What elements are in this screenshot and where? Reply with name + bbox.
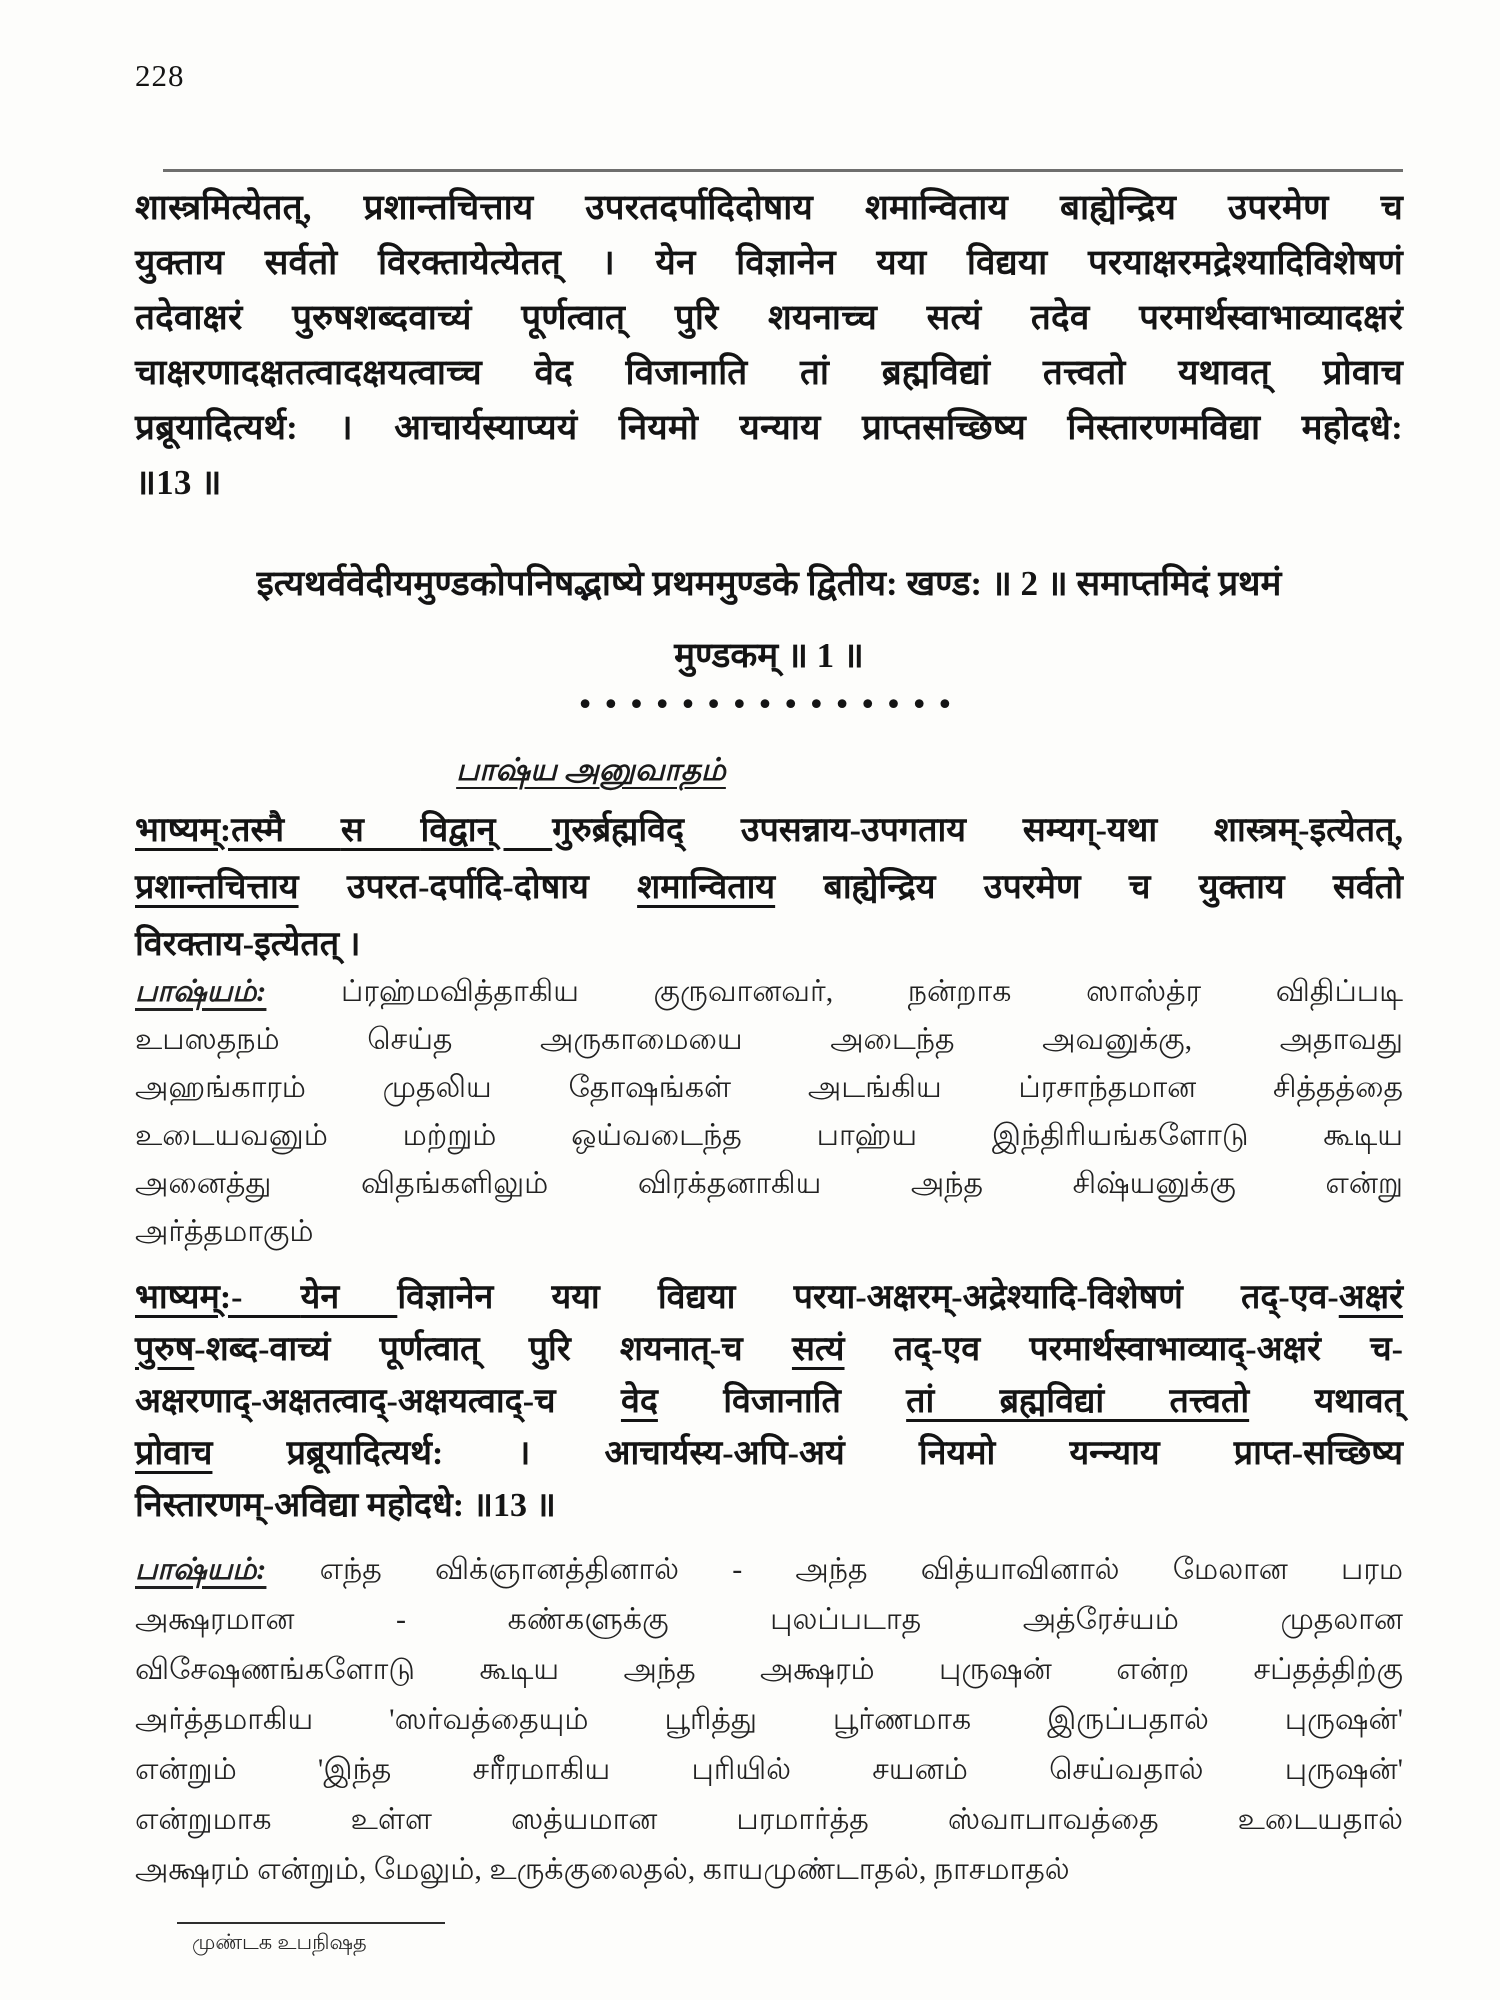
bhashyam-sanskrit-paragraph-1 [135, 802, 1403, 973]
tamil-section-heading-text: பாஷ்ய அனுவாதம் [456, 752, 726, 787]
text-line: निस्तारणम्-अविद्या महोदधे: ॥13 ॥ [135, 1487, 556, 1524]
text-line: அக்ஷரமான - கண்களுக்கு புலப்படாத அத்ரேச்யம் முதலான [135, 1603, 1403, 1636]
text-line: पुरुष-शब्द-वाच्यं पूर्णत्वात् पुरि शयनात्-च सत्यं तद्-एव परमार्थस्वाभाव्याद्-अक्षरं च- [135, 1331, 1403, 1368]
text-line: युक्ताय सर्वतो विरक्तायेत्येतत् । येन विज्ञानेन यया विद्यया परयाक्षरमद्रेश्यादिविशेषणं [135, 243, 1403, 282]
text-line: चाक्षरणादक्षतत्वादक्षयत्वाच्च वेद विजानाति तां ब्रह्मविद्यां तत्त्वतो यथावत् प्रोवाच [135, 353, 1403, 392]
footer-book-title: முண்டக உபநிஷத [192, 1930, 367, 1954]
text-line: इत्यथर्ववेदीयमुण्डकोपनिषद्भाष्ये प्रथममुण्डके द्वितीय: खण्ड: ॥ 2 ॥ समाप्तमिदं प्रथमं [256, 564, 1282, 603]
top-horizontal-rule [163, 169, 1403, 172]
text-line: विरक्ताय-इत्येतत् । [135, 926, 361, 963]
bhashyam-sanskrit-paragraph-2 [135, 1272, 1403, 1532]
bhashyam-tamil-translation-2 [135, 1545, 1403, 1895]
text-line: அர்த்தமாகும் [135, 1215, 314, 1248]
text-line: भाष्यम्:- येन विज्ञानेन यया विद्यया परया-अक्षरम्-अद्रेश्यादि-विशेषणं तद्-एव-अक्षरं [135, 1279, 1404, 1316]
text-line: तदेवाक्षरं पुरुषशब्दवाच्यं पूर्णत्वात् पुरि शयनाच्च सत्यं तदेव परमार्थस्वाभाव्यादक्षरं [135, 298, 1403, 337]
dotted-separator: ••••••••••••••• [576, 688, 962, 723]
tamil-section-heading [135, 752, 1047, 792]
text-line: அக்ஷரம் என்றும், மேலும், உருக்குலைதல், காயமுண்டாதல், நாசமாதல் [135, 1853, 1070, 1886]
text-line: என்றுமாக உள்ள ஸத்யமான பரமார்த்த ஸ்வாபாவத்தை உடையதால் [135, 1803, 1403, 1836]
text-line: பாஷ்யம்: எந்த விக்ஞானத்தினால் - அந்த வித்யாவினால் மேலான பரம [135, 1553, 1403, 1586]
footer-rule [177, 1922, 445, 1924]
text-line: உடையவனும் மற்றும் ஒய்வடைந்த பாஹ்ய இந்திரியங்களோடு கூடிய [135, 1119, 1403, 1152]
page-number: 228 [135, 58, 185, 93]
chapter-colophon [135, 548, 1403, 692]
text-line: प्रब्रूयादित्यर्थ: । आचार्यस्याप्ययं नियमो यन्याय प्राप्तसच्छिष्य निस्तारणमविद्या महोदधे: [135, 408, 1403, 447]
sanskrit-commentary-paragraph [135, 180, 1403, 510]
text-line: प्रशान्तचित्ताय उपरत-दर्पादि-दोषाय शमान्विताय बाह्येन्द्रिय उपरमेण च युक्ताय सर्वतो [135, 869, 1403, 906]
text-line: ॥13 ॥ [135, 463, 222, 502]
text-line: விசேஷணங்களோடு கூடிய அந்த அக்ஷரம் புருஷன் என்ற சப்தத்திற்கு [135, 1653, 1403, 1686]
text-line: பாஷ்யம்: ப்ரஹ்மவித்தாகிய குருவானவர், நன்றாக ஸாஸ்த்ர விதிப்படி [135, 975, 1403, 1008]
text-line: मुण्डकम् ॥ 1 ॥ [674, 636, 864, 675]
text-line: प्रोवाच प्रब्रूयादित्यर्थ: । आचार्यस्य-अपि-अयं नियमो यन्न्याय प्राप्त-सच्छिष्य [135, 1435, 1403, 1472]
text-line: அனைத்து விதங்களிலும் விரக்தனாகிய அந்த சிஷ்யனுக்கு என்று [135, 1167, 1403, 1200]
text-line: என்றும் 'இந்த சரீரமாகிய புரியில் சயனம் செய்வதால் புருஷன்' [135, 1753, 1403, 1786]
text-line: அர்த்தமாகிய 'ஸர்வத்தையும் பூரித்து பூர்ணமாக இருப்பதால் புருஷன்' [135, 1703, 1403, 1736]
text-line: अक्षरणाद्-अक्षतत्वाद्-अक्षयत्वाद्-च वेद विजानाति तां ब्रह्मविद्यां तत्त्वतो यथावत् [135, 1383, 1403, 1420]
bhashyam-tamil-translation-1 [135, 968, 1403, 1256]
text-line: உபஸதநம் செய்த அருகாமையை அடைந்த அவனுக்கு, அதாவது [135, 1023, 1403, 1056]
text-line: அஹங்காரம் முதலிய தோஷங்கள் அடங்கிய ப்ரசாந்தமான சித்தத்தை [135, 1071, 1403, 1104]
text-line: भाष्यम्:तस्मै स विद्वान् गुरुर्ब्रह्मविद् उपसन्नाय-उपगताय सम्यग्-यथा शास्त्रम्-इत्येतत्, [135, 812, 1404, 849]
text-line: शास्त्रमित्येतत्, प्रशान्तचित्ताय उपरतदर्पादिदोषाय शमान्विताय बाह्येन्द्रिय उपरमेण च [135, 188, 1403, 227]
